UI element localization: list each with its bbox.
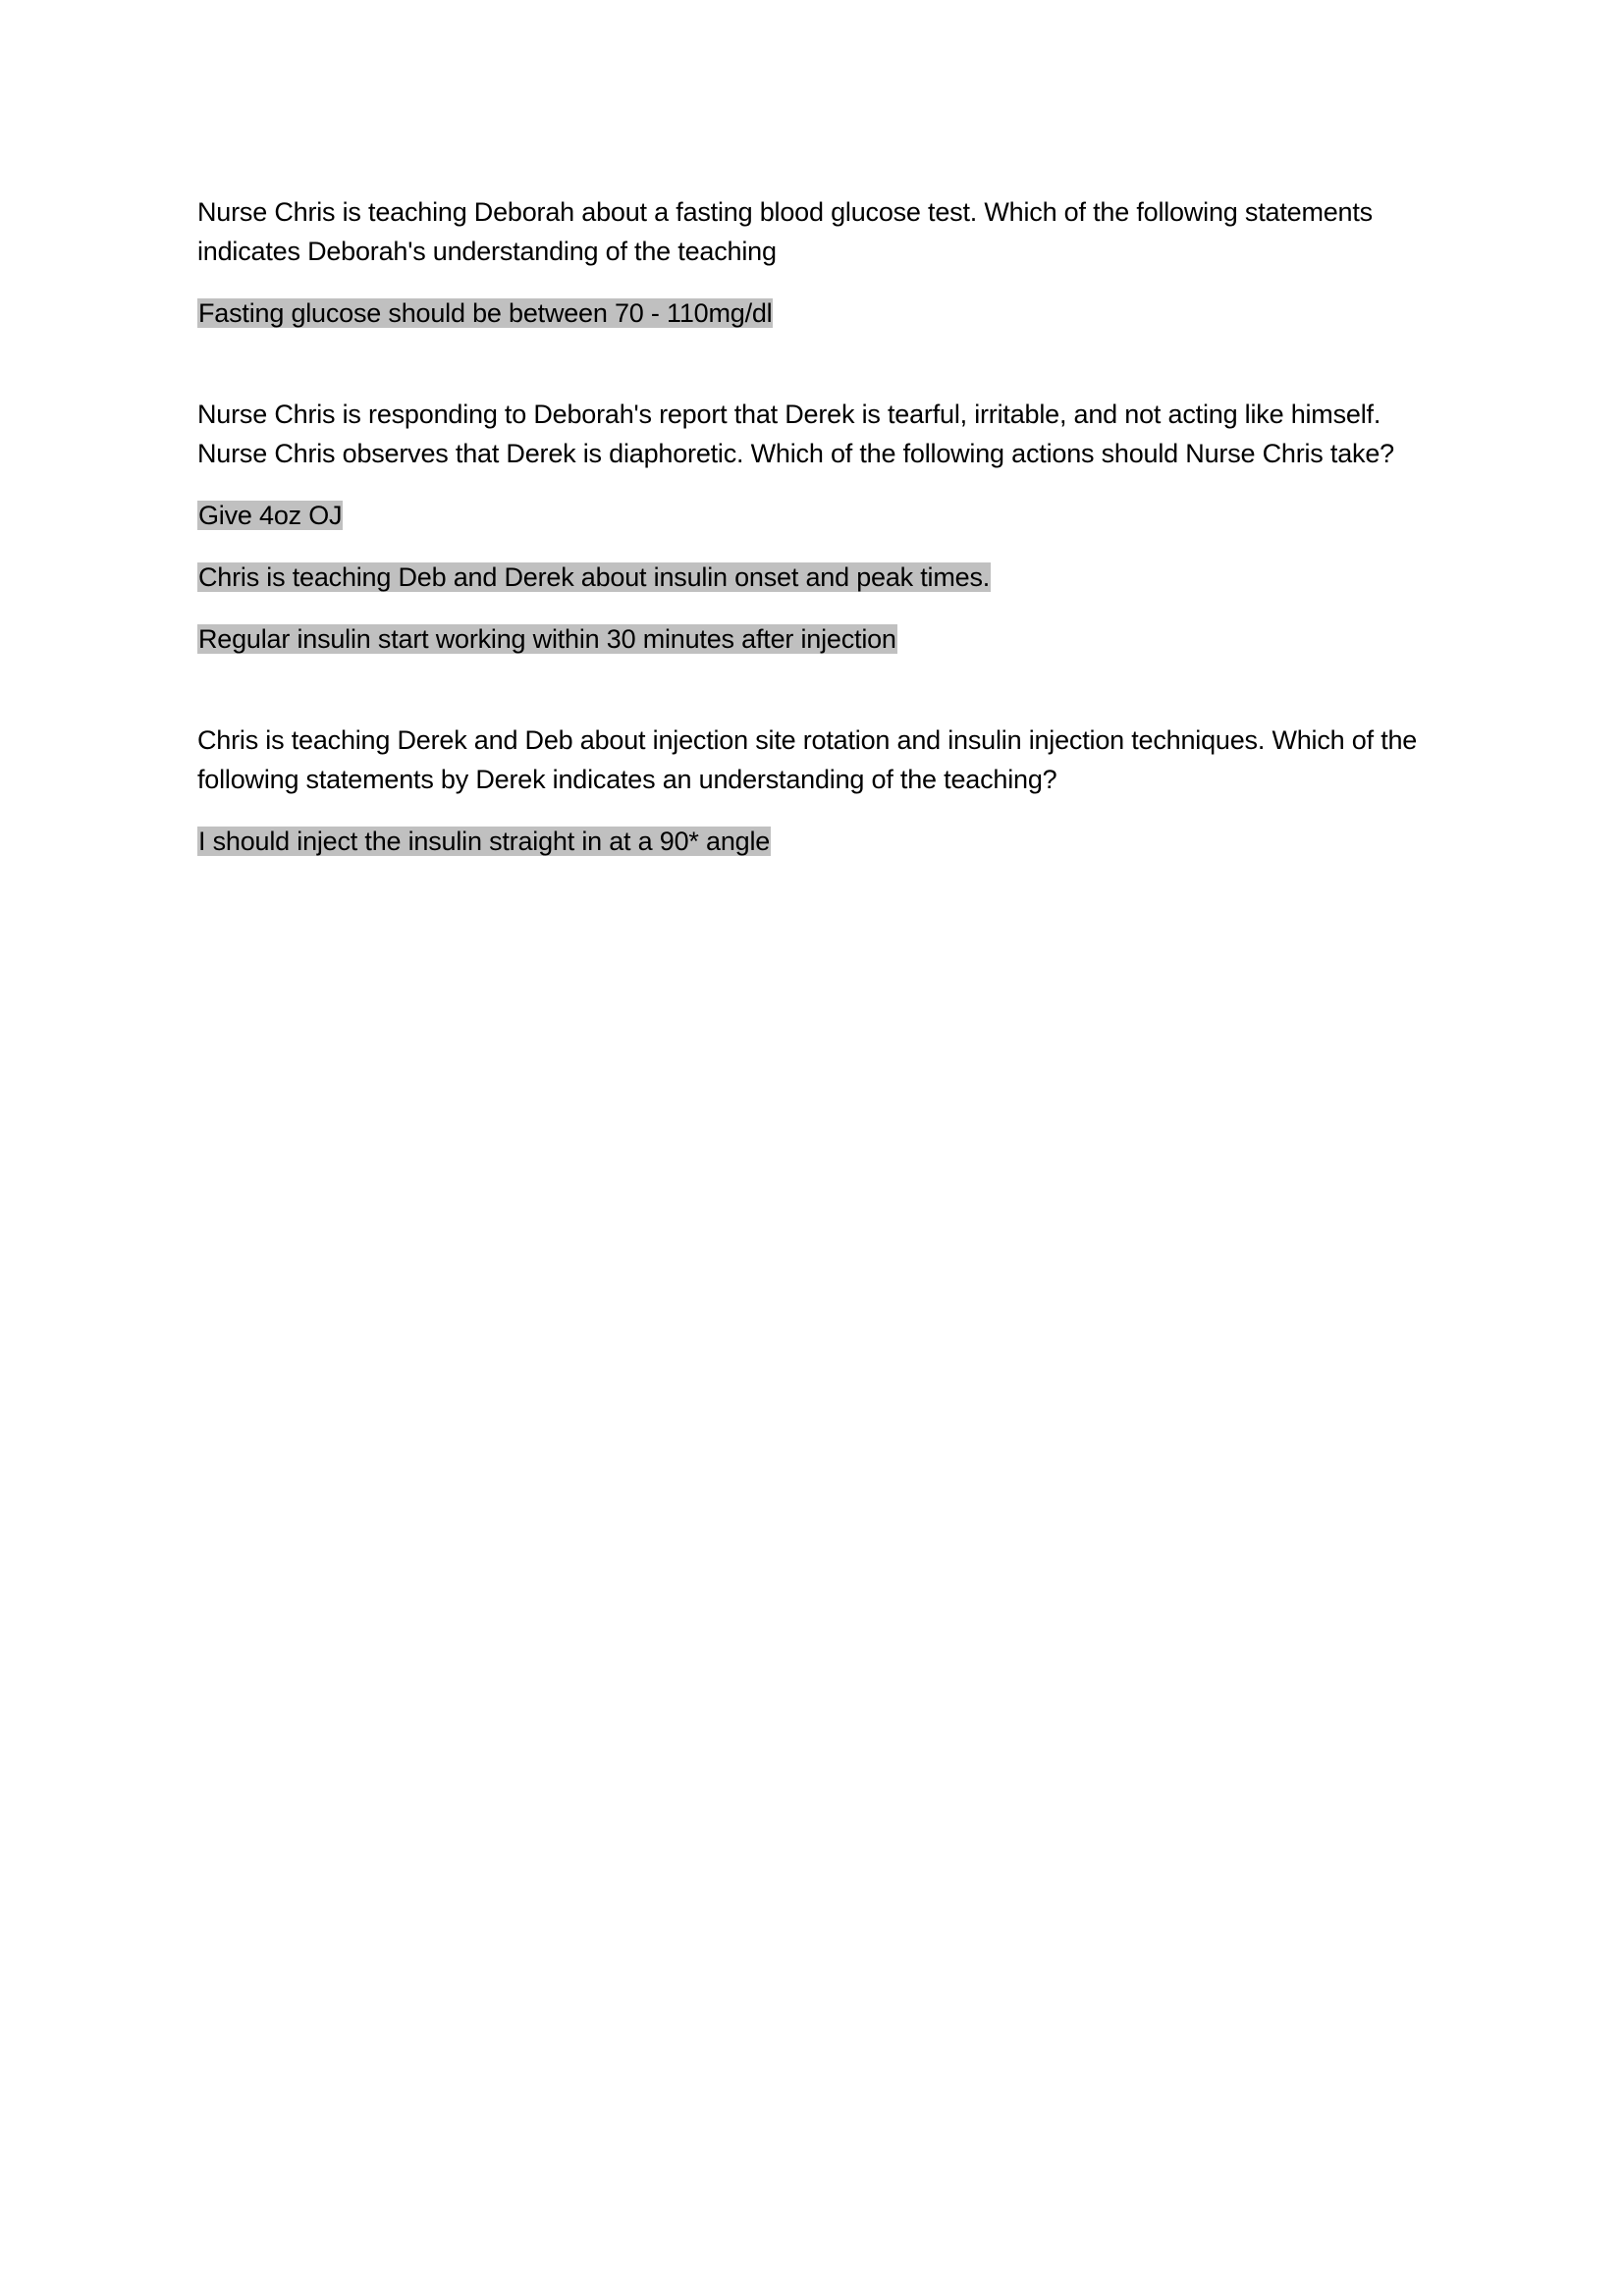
answer-highlight: Chris is teaching Deb and Derek about insulin onset and peak times. <box>198 562 991 592</box>
question-block-1 <box>197 192 1435 333</box>
question-block-3 <box>197 721 1435 861</box>
answer-highlight: Give 4oz OJ <box>198 501 343 530</box>
highlighted-answer <box>197 294 1435 333</box>
document-body <box>197 192 1435 883</box>
answer-highlight: Fasting glucose should be between 70 - 110mg/dl <box>198 298 773 328</box>
answer-highlight: Regular insulin start working within 30 minutes after injection <box>198 624 896 654</box>
question-block-2 <box>197 395 1435 659</box>
question-text: Nurse Chris is responding to Deborah's report that Derek is tearful, irritable, and not acting like himself. Nurse Chris observes that Derek is diaphoretic. Which of the following actions should Nurse Chris take? <box>197 400 1394 468</box>
question-text: Chris is teaching Derek and Deb about injection site rotation and insulin injection techniques. Which of the following statements by Derek indicates an understanding of the teaching? <box>197 725 1418 794</box>
question-text: Nurse Chris is teaching Deborah about a fasting blood glucose test. Which of the following statements indicates Deborah's understanding of the teaching <box>197 197 1373 266</box>
answer-highlight: I should inject the insulin straight in at a 90* angle <box>198 827 771 856</box>
highlighted-answer <box>197 822 1435 861</box>
highlighted-answer <box>197 558 1435 597</box>
highlighted-answer <box>197 619 1435 659</box>
highlighted-answer <box>197 496 1435 535</box>
